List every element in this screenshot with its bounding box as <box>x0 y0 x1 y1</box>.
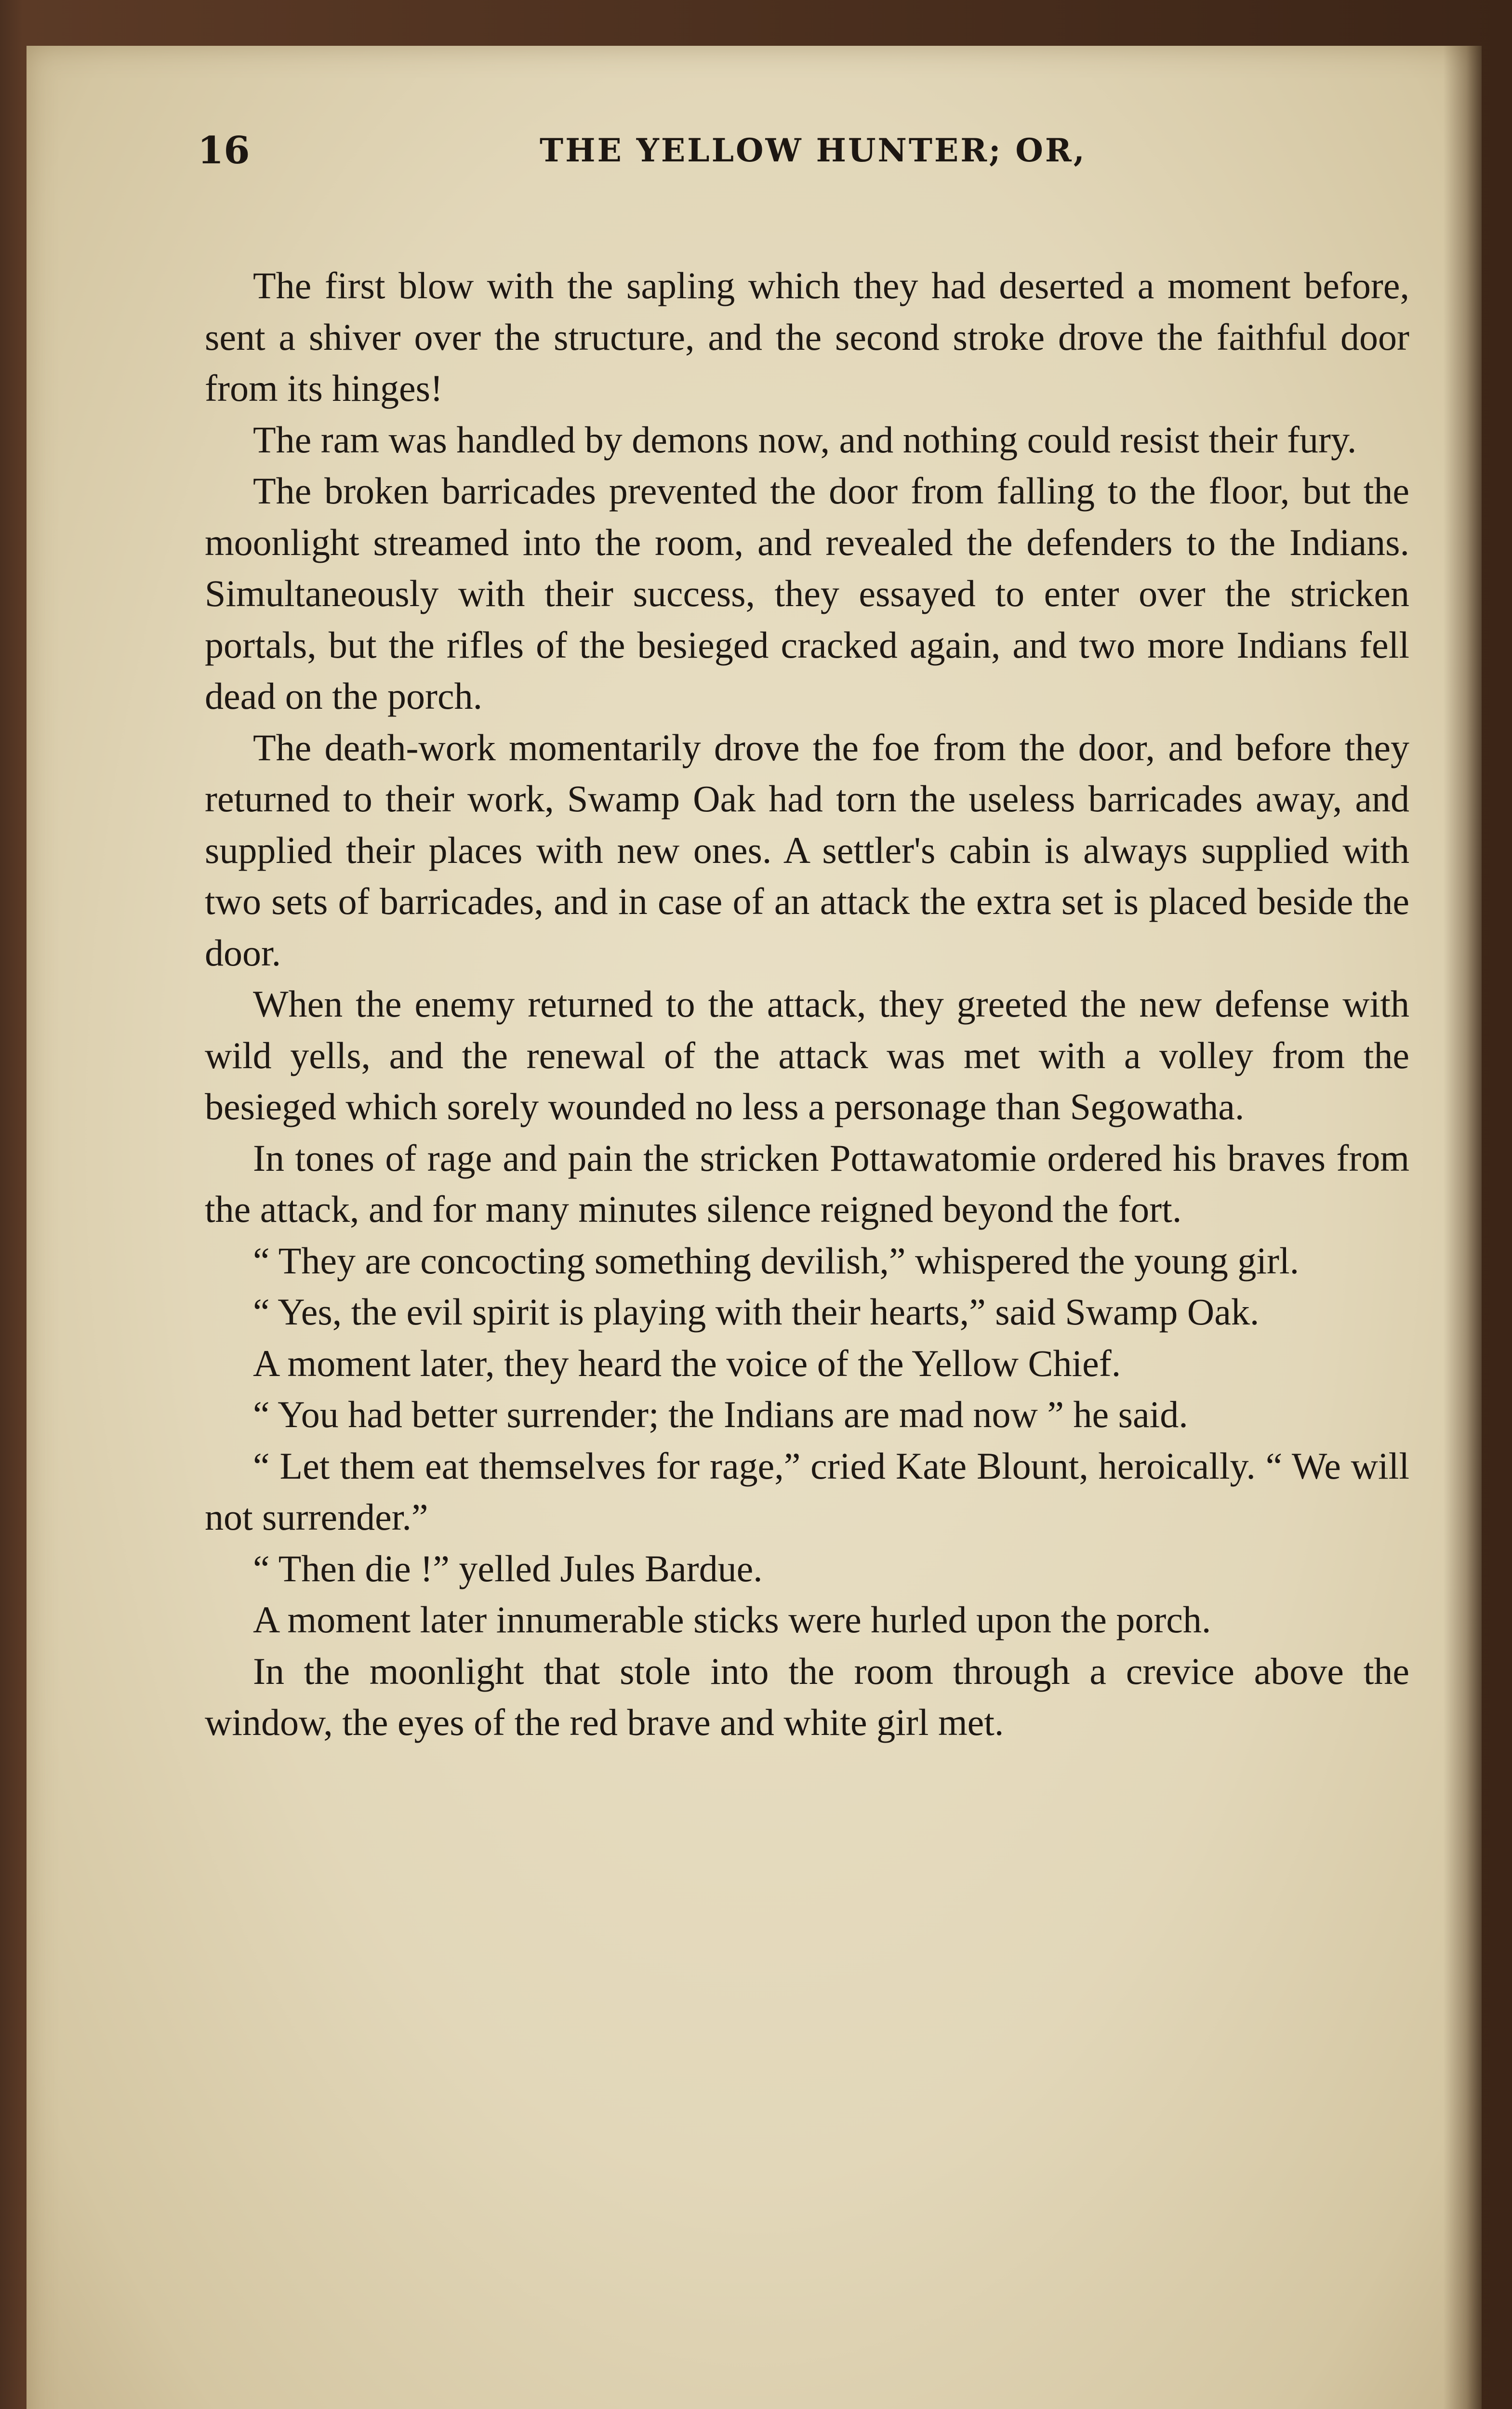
paragraph: “ Then die !” yelled Jules Bardue. <box>253 1547 763 1589</box>
paragraph: The broken barricades prevented the door from falling to the floor, but the moonlight streamed into the room, and revealed the defenders to the Indians. Simultaneously with their success, they essayed to enter over the stricken portals, but the rifles of the besieged cracked again, and two more Indians fell dead on the porch. <box>205 470 1409 717</box>
paragraph: In the moonlight that stole into the room through a crevice above the window, the eyes of the red brave and white girl met. <box>205 1650 1409 1743</box>
paragraph: The ram was handled by demons now, and nothing could resist their fury. <box>253 418 1357 461</box>
paragraph: “ They are concocting something devilish,” whispered the young girl. <box>253 1239 1300 1282</box>
body-text <box>205 260 1409 1748</box>
paragraph: The first blow with the sapling which they had deserted a moment before, sent a shiver over the structure, and the second stroke drove the faithful door from its hinges! <box>205 265 1409 409</box>
paragraph: The death-work momentarily drove the foe from the door, and before they returned to their work, Swamp Oak had torn the useless barricades away, and supplied their places with new ones. A settler's cabin is always supplied with two sets of barricades, and in case of an attack the extra set is placed beside the door. <box>205 726 1409 974</box>
paragraph: A moment later innumerable sticks were hurled upon the porch. <box>253 1599 1211 1641</box>
paragraph: “ Yes, the evil spirit is playing with their hearts,” said Swamp Oak. <box>253 1291 1260 1333</box>
paragraph: In tones of rage and pain the stricken Pottawatomie ordered his braves from the attack, and for many minutes silence reigned beyond the fort. <box>205 1137 1409 1230</box>
paragraph: A moment later, they heard the voice of the Yellow Chief. <box>253 1342 1121 1384</box>
page-number: 16 <box>198 129 250 172</box>
paragraph: When the enemy returned to the attack, they greeted the new defense with wild yells, and the renewal of the attack was met with a volley from the besieged which sorely wounded no less a personage than Segowatha. <box>205 983 1409 1127</box>
paragraph: “ You had better surrender; the Indians are mad now ” he said. <box>253 1393 1188 1435</box>
running-head <box>173 123 1407 176</box>
paragraph: “ Let them eat themselves for rage,” cried Kate Blount, heroically. “ We will not surrender.” <box>205 1444 1409 1538</box>
running-title: THE YELLOW HUNTER; OR, <box>540 132 1087 169</box>
page-spine-shadow <box>1443 46 1482 2409</box>
